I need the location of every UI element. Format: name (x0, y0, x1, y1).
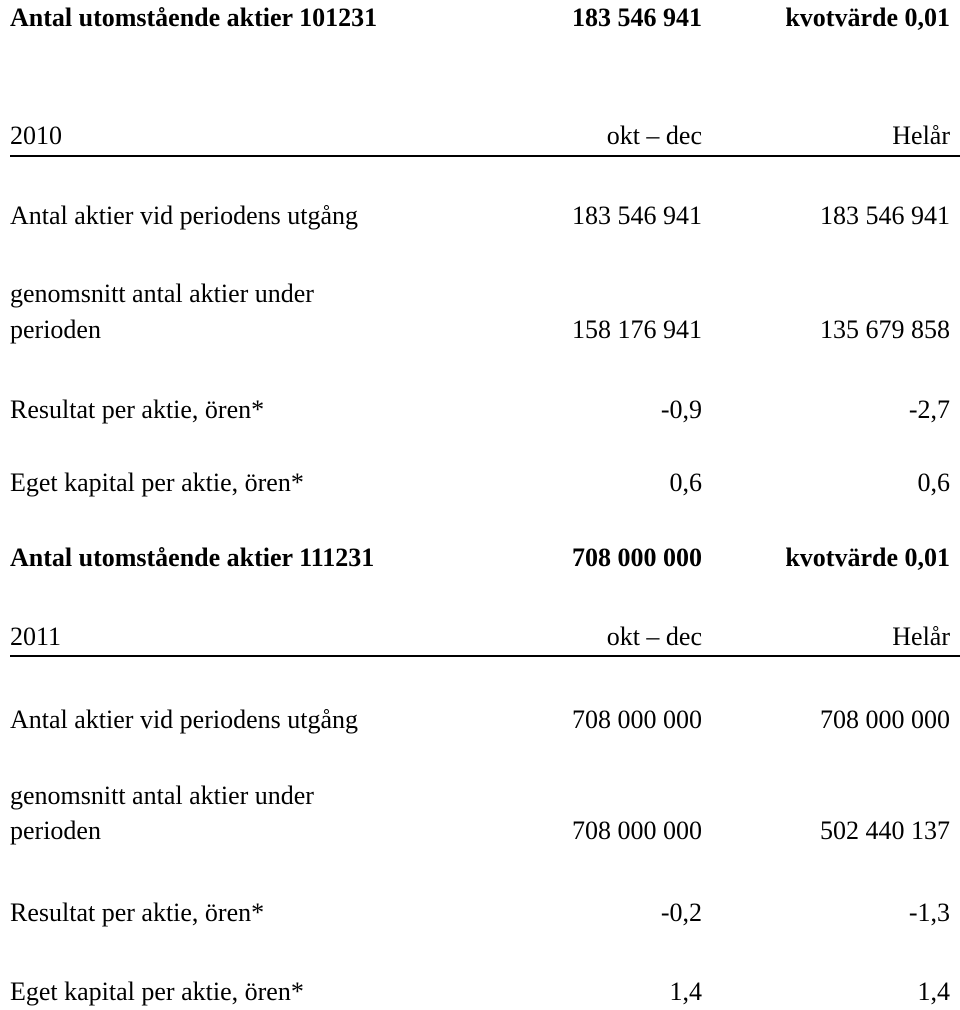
row-full-year-value: 183 546 941 (820, 201, 950, 230)
row-period-value: 158 176 941 (572, 315, 702, 344)
row-period-value: 708 000 000 (572, 816, 702, 845)
row-full-year-value: 708 000 000 (820, 705, 950, 734)
column-full-year: Helår (892, 622, 950, 651)
row-full-year-value: 135 679 858 (820, 315, 950, 344)
row-label-line1: genomsnitt antal aktier under (10, 279, 314, 308)
row-label: Resultat per aktie, ören* (10, 898, 265, 927)
row-full-year-value: 0,6 (917, 468, 950, 497)
column-header-2011 (10, 619, 950, 655)
table-row (10, 392, 950, 428)
table-row (10, 702, 950, 738)
table-row (10, 198, 950, 234)
header-rule-2011 (10, 655, 960, 657)
row-full-year-value: 502 440 137 (820, 816, 950, 845)
heading-label: Antal utomstående aktier 101231 (10, 3, 378, 32)
row-period-value: 183 546 941 (572, 201, 702, 230)
column-header-2010 (10, 118, 950, 154)
row-full-year-value: -2,7 (908, 395, 950, 424)
table-row-continued (10, 312, 950, 348)
column-full-year: Helår (892, 121, 950, 150)
heading-2010 (10, 0, 950, 36)
row-period-value: 1,4 (669, 977, 702, 1006)
heading-shares: 183 546 941 (572, 3, 702, 32)
row-period-value: -0,9 (660, 395, 702, 424)
table-row-continued (10, 813, 950, 849)
row-period-value: 708 000 000 (572, 705, 702, 734)
heading-shares: 708 000 000 (572, 543, 702, 572)
heading-2011 (10, 540, 950, 576)
row-label-line1: genomsnitt antal aktier under (10, 781, 314, 810)
row-label: Antal aktier vid periodens utgång (10, 705, 359, 734)
row-label-line2: perioden (10, 816, 101, 845)
column-period: okt – dec (606, 121, 702, 150)
column-period: okt – dec (606, 622, 702, 651)
row-full-year-value: 1,4 (917, 977, 950, 1006)
row-label: Eget kapital per aktie, ören* (10, 977, 304, 1006)
table-row (10, 778, 950, 814)
column-year: 2011 (10, 622, 62, 651)
row-label: Resultat per aktie, ören* (10, 395, 265, 424)
heading-label: Antal utomstående aktier 111231 (10, 543, 375, 572)
row-period-value: -0,2 (660, 898, 702, 927)
row-label-line2: perioden (10, 315, 101, 344)
table-row (10, 974, 950, 1010)
heading-quota: kvotvärde 0,01 (785, 543, 950, 572)
table-row (10, 465, 950, 501)
table-row (10, 895, 950, 931)
row-period-value: 0,6 (669, 468, 702, 497)
header-rule-2010 (10, 155, 960, 157)
heading-quota: kvotvärde 0,01 (785, 3, 950, 32)
table-row (10, 276, 950, 312)
row-full-year-value: -1,3 (908, 898, 950, 927)
column-year: 2010 (10, 121, 62, 150)
row-label: Antal aktier vid periodens utgång (10, 201, 359, 230)
row-label: Eget kapital per aktie, ören* (10, 468, 304, 497)
